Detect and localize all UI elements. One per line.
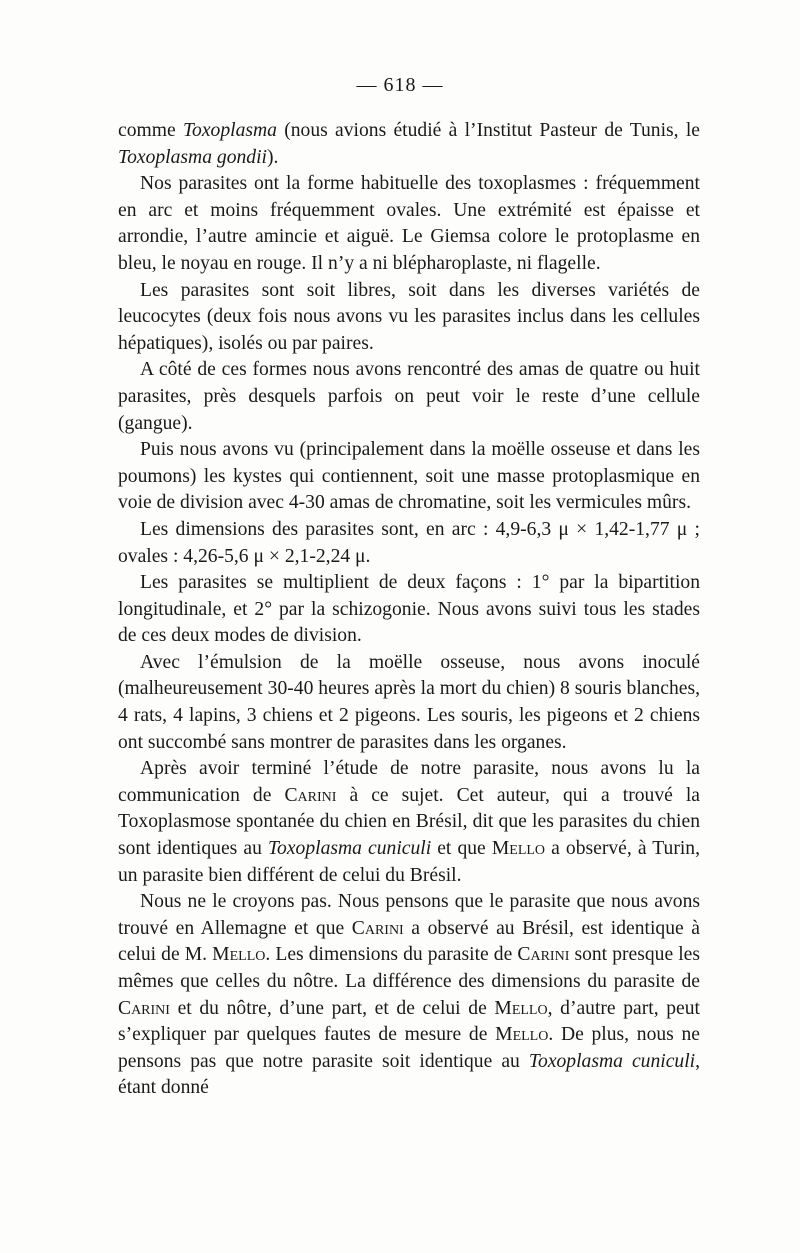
text-run: Les parasites sont soit libres, soit dans les diverses variétés de leucocytes (deux fois nous avons vu les parasites inclus dans les cellules hépatiques), isolés ou par paires. — [118, 279, 700, 354]
paragraph-p0 — [118, 118, 700, 171]
text-run: . Les dimensions du parasite de — [265, 944, 518, 966]
italic-run: Toxoplasma gondii — [118, 146, 267, 168]
text-run: sont presque les mêmes que celles du nôtre. La différence des dimensions du parasite de — [118, 944, 700, 992]
text-run: (nous avions étudié à l’Institut Pasteur de Tunis, le — [276, 120, 700, 141]
text-run: et que — [431, 838, 492, 860]
text-run: , étant donné — [118, 1050, 700, 1099]
paragraph-p3 — [118, 357, 700, 437]
text-run: Les parasites se multiplient de deux façons : 1° par la bipartition longitudinale, et 2° par la schizogonie. Nous avons suivi tous les stades de ces deux modes de division. — [118, 572, 700, 647]
italic-run: Toxoplasma — [182, 120, 277, 141]
body-text — [118, 118, 700, 1102]
author-name: Carini — [517, 944, 570, 966]
text-run: Les dimensions des parasites sont, en arc : 4,9-6,3 μ × 1,42-1,77 μ ; ovales : 4,26-5,6 μ × 2,1-2,24 μ. — [118, 518, 700, 567]
text-run: , d’autre part, peut s’expliquer par quelques fautes de mesure de — [118, 997, 700, 1046]
text-run: comme — [118, 120, 183, 141]
text-run: A côté de ces formes nous avons rencontré des amas de quatre ou huit parasites, près desquels parfois on peut voir le reste d’une cellule (gangue). — [118, 359, 700, 434]
text-run: a observé au Brésil, est identique à celui de M. — [118, 917, 700, 966]
text-run: à ce sujet. Cet auteur, qui a trouvé la Toxoplasmose spontanée du chien en Brésil, dit que les parasites du chien sont identiques au — [118, 784, 700, 860]
text-run: a observé, à Turin, un parasite bien différent de celui du Brésil. — [118, 838, 700, 886]
paragraph-p1 — [118, 171, 700, 277]
text-run: Après avoir terminé l’étude de notre parasite, nous avons lu la communication de — [118, 758, 700, 806]
text-run: Nos parasites ont la forme habituelle des toxoplasmes : fréquemment en arc et moins fréquemment ovales. Une extrémité est épaisse et arrondie, l’autre amincie et aiguë. Le Giemsa colore le protoplasme en bleu, le noyau en rouge. Il n’y a ni blépharoplaste, ni flagelle. — [118, 173, 700, 274]
author-name: Carini — [118, 997, 170, 1019]
italic-run: Toxoplasma cuniculi — [528, 1050, 696, 1072]
text-run: et du nôtre, d’une part, et de celui de — [169, 997, 495, 1019]
author-name: Carini — [284, 784, 337, 806]
text-run: Puis nous avons vu (principalement dans la moëlle osseuse et dans les poumons) les kystes qui contiennent, soit une masse protoplasmique en voie de division avec 4-30 amas de chromatine, soit les vermicules mûrs. — [118, 439, 700, 514]
paragraph-p5 — [118, 517, 700, 570]
author-name: Mello — [212, 944, 266, 966]
paragraph-p8 — [118, 756, 700, 889]
paragraph-p7 — [118, 650, 700, 756]
author-name: Mello — [491, 838, 546, 860]
text-run: Nous ne le croyons pas. Nous pensons que le parasite que nous avons trouvé en Allemagne et que — [118, 891, 700, 939]
author-name: Carini — [351, 917, 404, 939]
paragraph-p9 — [118, 889, 700, 1102]
text-run: . De plus, nous ne pensons pas que notre parasite soit identique au — [118, 1024, 700, 1072]
author-name: Mello — [495, 1024, 549, 1046]
paragraph-p2 — [118, 278, 700, 358]
italic-run: Toxoplasma cuniculi — [267, 838, 432, 860]
page-number: — 618 — — [356, 74, 444, 96]
paragraph-p4 — [118, 437, 700, 517]
text-run: ). — [266, 146, 279, 168]
text-run: Avec l’émulsion de la moëlle osseuse, nous avons inoculé (malheureusement 30-40 heures après la mort du chien) 8 souris blanches, 4 rats, 4 lapins, 3 chiens et 2 pigeons. Les souris, les pigeons et 2 chiens ont succombé sans montrer de parasites dans les organes. — [118, 651, 700, 753]
author-name: Mello — [494, 997, 548, 1019]
paragraph-p6 — [118, 570, 700, 650]
